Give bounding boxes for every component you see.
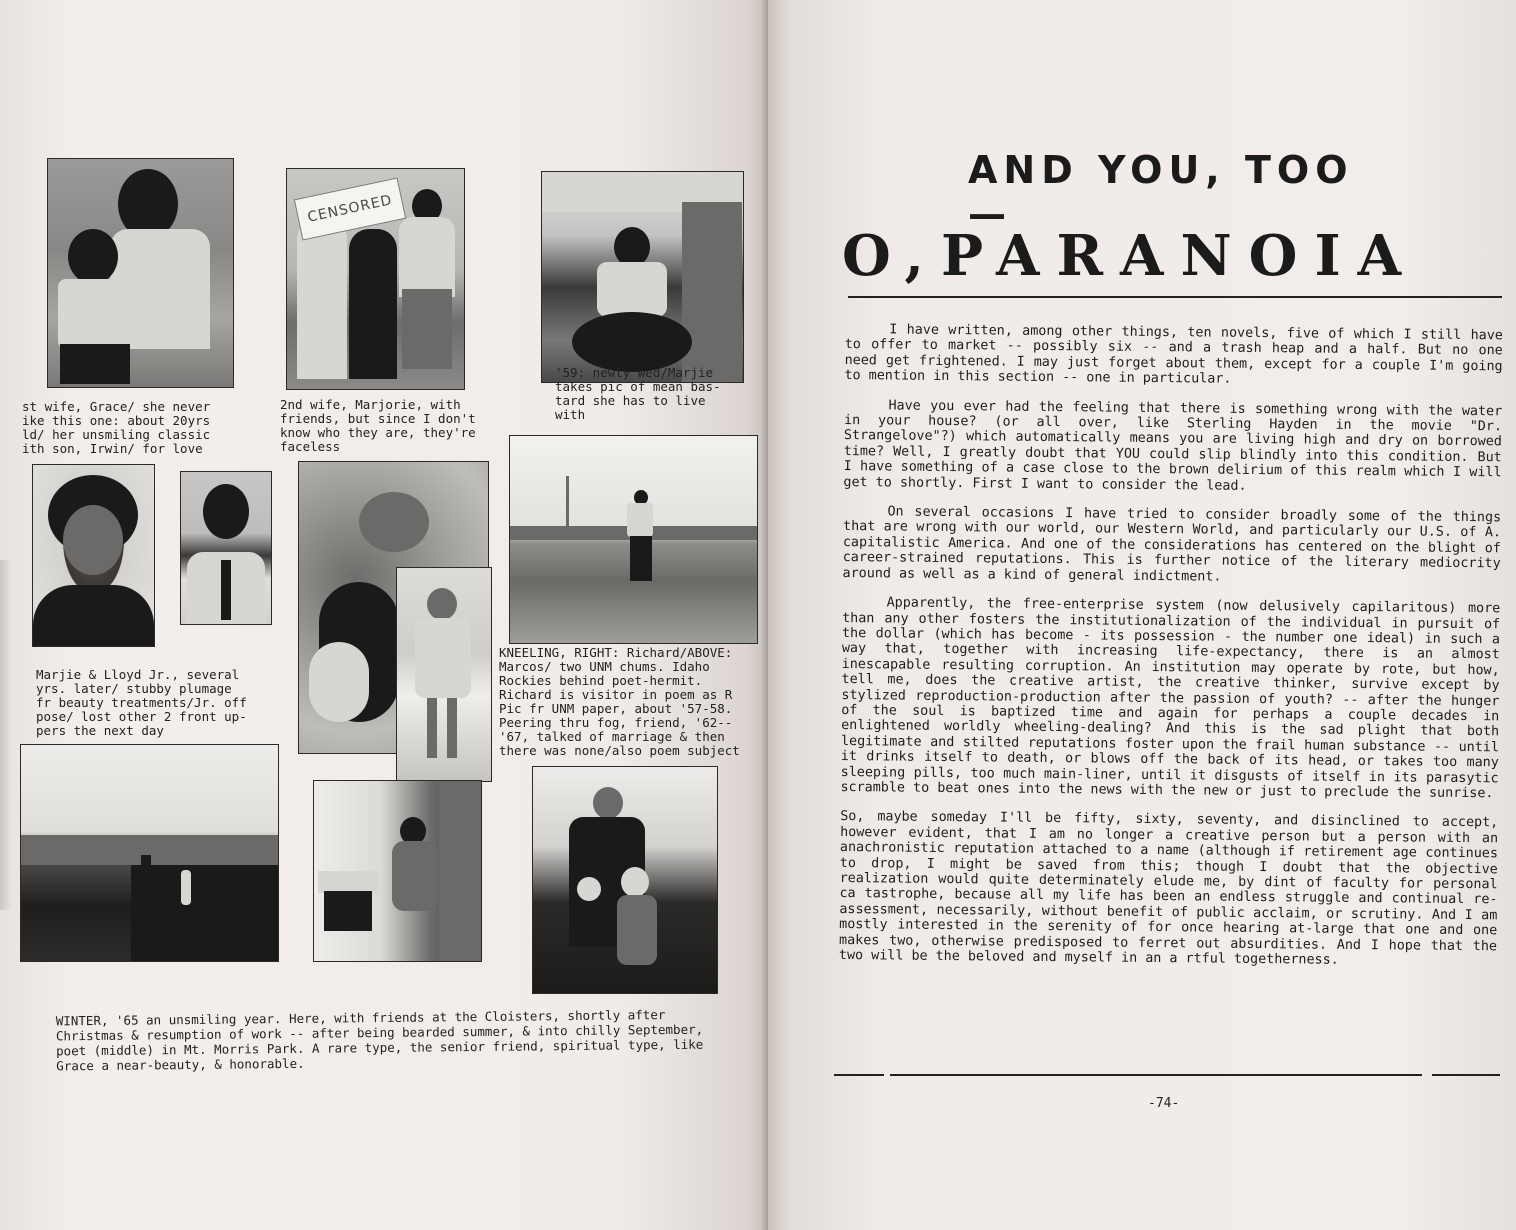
caption-kneeling: KNEELING, RIGHT: Richard/ABOVE: Marcos/ two UNM chums. Idaho Rockies behind poet-hermit. Richard is visitor in poem as R Pic fr UNM paper, about '57-58. Peering thru fog, friend, '62-- '67, talked of marriage & then there was none/also poem subject bbox=[499, 645, 740, 758]
caption-marjie-lloyd: Marjie & Lloyd Jr., several yrs. later/ stubby plumage fr beauty treatments/Jr. off pose/ lost other 2 front up- pers the next day bbox=[36, 667, 247, 738]
page-number: -74- bbox=[1148, 1096, 1180, 1111]
photo-poet-at-typewriter bbox=[313, 780, 482, 962]
photo-marjie-portrait bbox=[32, 464, 155, 647]
photo-grace-and-son bbox=[47, 158, 234, 388]
paragraph: On several occasions I have tried to consider broadly some of the things that are wrong with our world, our Western World, and particularly our U.S. of A. capitalistic America. And one of the considerations has centered on the blight of career-strained reputations. This is further notice of the literary mediocrity around as well as a kind of general indictment. bbox=[842, 504, 1502, 585]
page-edge-shadow bbox=[0, 560, 12, 910]
photo-family-mt-morris-park bbox=[532, 766, 718, 994]
censored-label: CENSORED bbox=[294, 177, 406, 240]
paragraph: Apparently, the free-enterprise system (now delusively capilaritous) more than any other fosters the institutionalization of the individual in pursuit of the dollar (which has become - its possession - the number one ideal) in such a way that, together with increasing life-expectancy, there is an almost inescapable resulting corruption. An institution may operate by rote, but how, tell me, does the creative artist, the creative thinker, survive except by stylized reproduction-production after the passion of youth? -- after the hunger of the soul is baptized time and again for perhaps a couple decades in enlightened worldly wheeling-dealing? And this is the sad plight that both legitimate and stilted reputations foster upon the frail human substance -- until it drinks itself to death, or blows off the back of its head, or takes too many sleeping pills, too much main-liner, until it disgusts of itself in its parasytic scramble to beat ones into the news with the new or just to preclude the sunrise. bbox=[840, 595, 1501, 802]
paragraph: Have you ever had the feeling that there is something wrong with the water in your house? (or all over, like Sterling Hayden in the movie "Dr. Strangelove"?) which automatically means you are living high and dry on borrowed time? Well, I greatly doubt that YOU could slip blindly into this condition. But I have something of a case close to the brown delirium of this realm which I will get to shortly. First I want to consider the lead. bbox=[843, 398, 1503, 494]
photo-friend-in-fog bbox=[396, 567, 492, 782]
caption-kitchen: '59: newly wed/Marjie takes pic of mean bas- tard she has to live with bbox=[555, 365, 721, 422]
chapter-body bbox=[839, 322, 1503, 984]
paragraph: I have written, among other things, ten novels, five of which I still have to offer to market -- possibly six -- and a trash heap and a half. But no one need get frightened. I may just forget about them, except for a couple I'm going to mention in this section -- one in particular. bbox=[844, 322, 1503, 387]
footer-rule bbox=[834, 1074, 884, 1076]
photo-cloisters-winter bbox=[20, 744, 279, 962]
footer-rule bbox=[1432, 1074, 1500, 1076]
photo-marcos-rockies bbox=[509, 435, 758, 644]
title-rule bbox=[848, 296, 1502, 298]
chapter-title-line2: O,PARANOIA bbox=[842, 223, 1419, 289]
footer-rule bbox=[890, 1074, 1422, 1076]
photo-lloyd-jr-portrait bbox=[180, 471, 272, 625]
photo-kitchen bbox=[541, 171, 744, 383]
paragraph: So, maybe someday I'll be fifty, sixty, seventy, and disinclined to accept, however evident, that I am no longer a creative person but a person with an anachronistic reputation attached to a name (although if retirement age continues to drop, I might be saved from this; though I doubt that the objective realization would quite determinately elude me, by dint of faculty for personal ca tastrophe, because all my life has been an endless struggle and continual re-assessment, necessarily, without benefit of public acclaim, or scrutiny. And I am mostly interested in the serenity of for once hearing at-large that one and one makes two, otherwise predisposed to ferret out absurdities. And I hope that the two will be the beloved and myself in an a rtful togetherness. bbox=[838, 809, 1499, 968]
caption-winter-65: WINTER, '65 an unsmiling year. Here, with friends at the Cloisters, shortly after Christmas & resumption of work -- after being bearded summer, & into chilly September, poet (middle) in Mt. Morris Park. A rare type, the senior friend, spiritual type, like Grace a near-beauty, & honorable. bbox=[55, 1007, 704, 1074]
caption-marjorie: 2nd wife, Marjorie, with friends, but since I don't know who they are, they're faceless bbox=[280, 397, 476, 454]
chapter-title-line1: AND YOU, TOO — bbox=[968, 148, 1354, 236]
caption-grace: st wife, Grace/ she never ike this one: about 20yrs ld/ her unsmiling classic ith son, Irwin/ for love bbox=[22, 399, 211, 456]
